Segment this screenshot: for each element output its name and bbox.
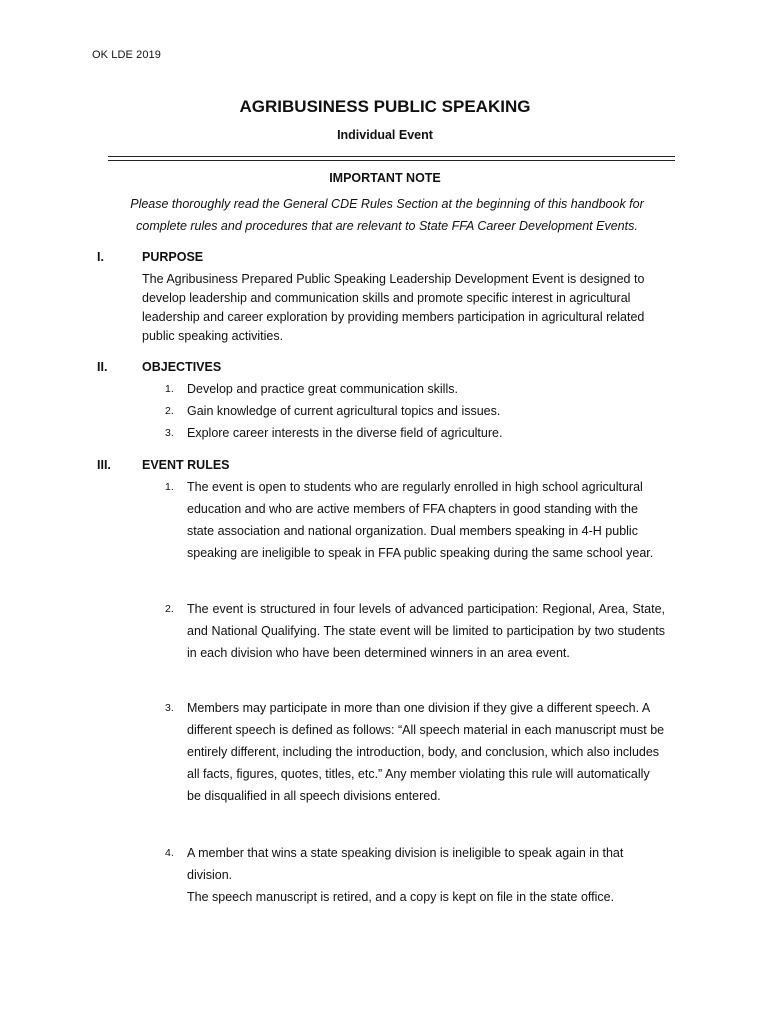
double-rule-divider <box>108 156 675 161</box>
section-number-rules: III. <box>97 458 111 472</box>
purpose-paragraph: The Agribusiness Prepared Public Speaking Leadership Development Event is designed to develop leadership and communication skills and promote specific interest in agricultural leadership and career exploration by providing members participation in agricultural related public speaking activities. <box>142 272 645 343</box>
rule-number: 2. <box>165 603 174 615</box>
rule-item-text: A member that wins a state speaking division is ineligible to speak again in that division. <box>187 846 624 882</box>
section-number-objectives: II. <box>97 360 108 374</box>
section-number-purpose: I. <box>97 250 104 264</box>
objective-number: 3. <box>165 427 174 439</box>
objective-item: Develop and practice great communication skills. <box>187 382 458 396</box>
rule-item: The event is structured in four levels of advanced participation: Regional, Area, State, and National Qualifying. The state event will be limited to participation by two students in each division who have been determined winners in an area event. <box>187 602 665 660</box>
rule-item <box>187 842 665 908</box>
page-title: AGRIBUSINESS PUBLIC SPEAKING <box>239 97 531 116</box>
objective-number: 2. <box>165 405 174 417</box>
rule-item-text-continued: The speech manuscript is retired, and a copy is kept on file in the state office. <box>187 890 615 904</box>
rule-number: 1. <box>165 481 174 493</box>
section-heading-rules: EVENT RULES <box>142 458 230 472</box>
header-tag: OK LDE 2019 <box>92 49 161 61</box>
rule-item: The event is open to students who are regularly enrolled in high school agricultural education and who are active members of FFA chapters in good standing with the state association and national organization. Dual members speaking in 4-H public speaking are ineligible to speak in FFA public speaking during the same school year. <box>187 480 654 560</box>
objective-item: Gain knowledge of current agricultural topics and issues. <box>187 404 501 418</box>
important-note-text <box>92 193 682 237</box>
objective-item: Explore career interests in the diverse field of agriculture. <box>187 426 503 440</box>
important-note-heading: IMPORTANT NOTE <box>329 171 441 185</box>
objective-number: 1. <box>165 383 174 395</box>
rule-item: Members may participate in more than one division if they give a different speech. A different speech is defined as follows: “All speech material in each manuscript must be entirely different, including the introduction, body, and conclusion, which also includes all facts, figures, quotes, titles, etc.” Any member violating this rule will automatically be disqualified in all speech divisions entered. <box>187 701 665 803</box>
section-heading-purpose: PURPOSE <box>142 250 204 264</box>
section-heading-objectives: OBJECTIVES <box>142 360 222 374</box>
rule-number: 4. <box>165 847 174 859</box>
important-note-line-2: complete rules and procedures that are relevant to State FFA Career Development Events. <box>136 219 638 233</box>
important-note-line-1: Please thoroughly read the General CDE Rules Section at the beginning of this handbook for <box>130 197 644 211</box>
page-subtitle: Individual Event <box>337 128 433 142</box>
rule-number: 3. <box>165 702 174 714</box>
